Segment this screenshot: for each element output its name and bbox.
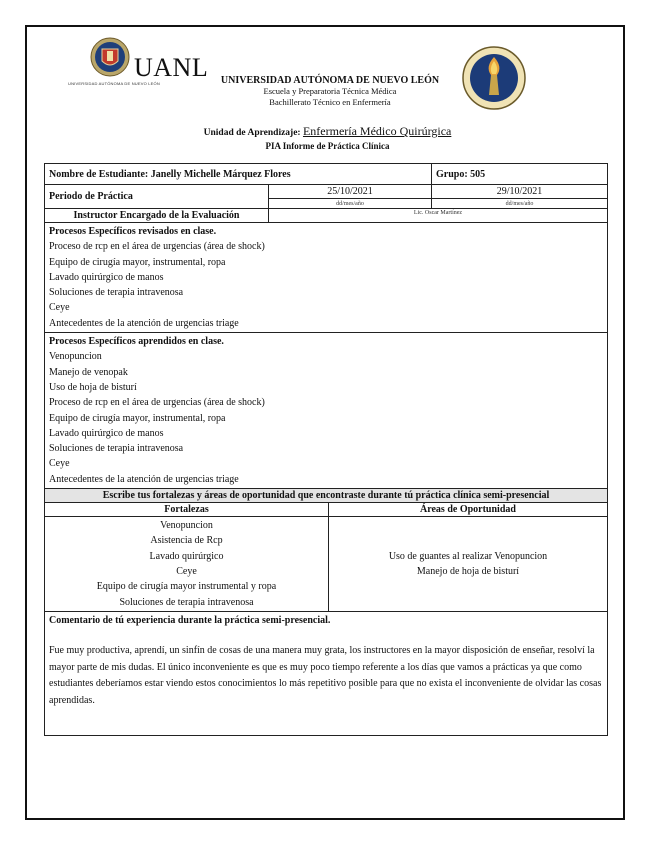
list-item: Ceye <box>176 565 197 577</box>
list-item: Lavado quirúrgico <box>149 550 224 562</box>
end-date: 29/10/2021 <box>432 185 608 199</box>
report-title: PIA Informe de Práctica Clínica <box>265 141 390 151</box>
opportunities-list <box>329 517 608 612</box>
uanl-wordmark: UANL <box>134 53 209 82</box>
list-item: Ceye <box>49 302 70 314</box>
list-item: Manejo de venopak <box>49 366 128 378</box>
list-item: Antecedentes de la atención de urgencias triage <box>49 317 239 329</box>
instructor-name: Lic. Oscar Martínez <box>269 209 608 223</box>
list-item: Equipo de cirugía mayor, instrumental, ropa <box>49 256 226 268</box>
strengths-header: Fortalezas <box>45 503 329 517</box>
list-item: Equipo de cirugía mayor, instrumental, ropa <box>49 412 226 424</box>
learned-title: Procesos Específicos aprendidos en clase. <box>49 336 224 348</box>
learned-processes <box>45 333 608 489</box>
list-item: Proceso de rcp en el área de urgencias (área de shock) <box>49 241 265 253</box>
list-item: Soluciones de terapia intravenosa <box>49 287 184 299</box>
experience-comment <box>45 611 608 735</box>
school-name: Escuela y Preparatoria Técnica Médica <box>263 86 397 96</box>
uanl-shield-icon <box>90 35 130 81</box>
instructor-label: Instructor Encargado de la Evaluación <box>45 209 269 223</box>
list-item: Venopuncion <box>160 520 213 532</box>
unit-label: Unidad de Aprendizaje: <box>203 128 301 138</box>
end-date-format: dd/mes/año <box>432 199 608 209</box>
list-item: Lavado quirúrgico de manos <box>49 427 164 439</box>
learning-unit <box>0 124 655 139</box>
list-item: Uso de hoja de bisturí <box>49 381 137 393</box>
comment-text: Fue muy productiva, aprendí, un sinfín de cosas de una manera muy grata, los instructores en la mayor disposición de enseñar, resolví la mayor parte de mis dudas. El único inconveniente es que es muy poco tiempo referente a los días que vamos a prácticas ya que como estudiantes deberíamos estar viendo estos conocimientos lo más repetitivo posible para que no exista el inconveniente de olvidar las cosas aprendidas. <box>49 645 602 706</box>
practice-report-table <box>44 163 608 736</box>
list-item: Equipo de cirugía mayor instrumental y ropa <box>96 581 277 593</box>
reviewed-title: Procesos Específicos revisados en clase. <box>49 226 217 237</box>
start-date-format: dd/mes/año <box>269 199 432 209</box>
reviewed-processes <box>45 223 608 333</box>
list-item: Venopuncion <box>49 351 102 363</box>
list-item: Uso de guantes al realizar Venopuncion <box>388 550 548 562</box>
program-name: Bachillerato Técnico en Enfermería <box>269 97 391 107</box>
school-seal-icon <box>461 45 527 111</box>
uanl-logo <box>68 33 228 105</box>
start-date: 25/10/2021 <box>269 185 432 199</box>
unit-value: Enfermería Médico Quirúrgica <box>302 124 452 138</box>
list-item: Manejo de hoja de bisturí <box>416 565 520 577</box>
list-item: Lavado quirúrgico de manos <box>49 271 164 283</box>
university-name: UNIVERSIDAD AUTÓNOMA DE NUEVO LEÓN <box>220 75 440 86</box>
strengths-list <box>45 517 329 612</box>
period-label: Periodo de Práctica <box>45 185 269 209</box>
header-titles <box>205 75 455 108</box>
opportunities-header: Áreas de Oportunidad <box>329 503 608 517</box>
group: Grupo: 505 <box>432 164 608 185</box>
strengths-banner: Escribe tus fortalezas y áreas de oportunidad que encontraste durante tú práctica clínica semi-presencial <box>45 489 608 503</box>
list-item: Antecedentes de la atención de urgencias triage <box>49 473 239 485</box>
list-item: Soluciones de terapia intravenosa <box>119 596 254 608</box>
list-item: Ceye <box>49 458 70 470</box>
comment-title: Comentario de tú experiencia durante la práctica semi-presencial. <box>49 614 331 626</box>
uanl-tagline: UNIVERSIDAD AUTÓNOMA DE NUEVO LEÓN <box>68 81 160 86</box>
student-name: Nombre de Estudiante: Janelly Michelle Márquez Flores <box>45 164 432 185</box>
list-item: Asistencia de Rcp <box>150 535 223 547</box>
list-item: Proceso de rcp en el área de urgencias (área de shock) <box>49 397 265 409</box>
list-item: Soluciones de terapia intravenosa <box>49 443 184 455</box>
